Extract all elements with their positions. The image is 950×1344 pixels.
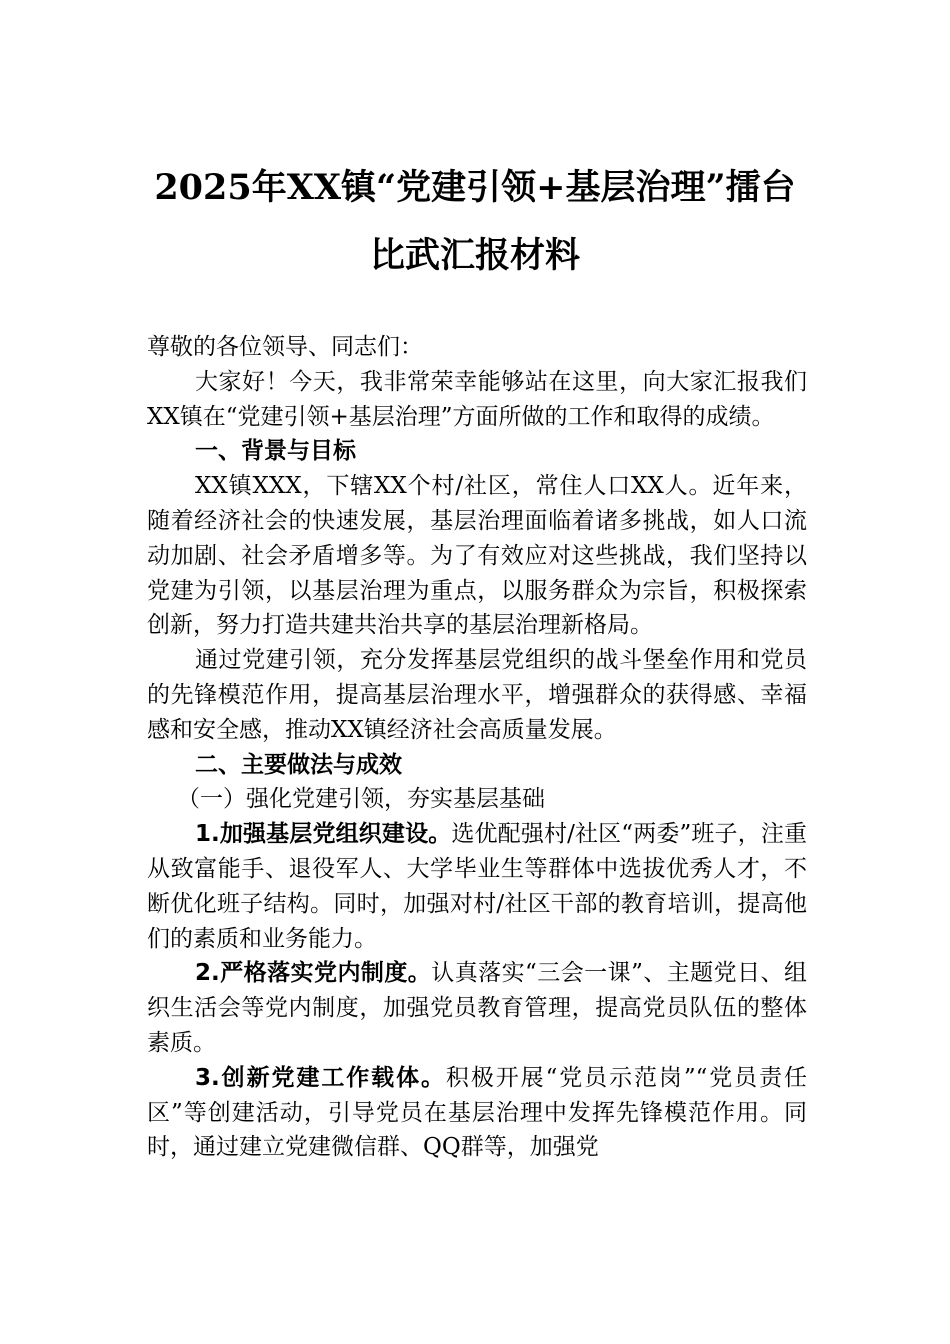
item1-paragraph: [147, 817, 807, 956]
document-title-line1: 2025年XX镇“党建引领+基层治理”擂台: [154, 167, 796, 208]
document-title-line2: 比武汇报材料: [369, 235, 580, 276]
item1-text: 选优配强村/社区“两委”班子，注重从致富能手、退役军人、大学毕业生等群体中选拔优秀人才，不断优化班子结构。同时，加强对村/社区干部的教育培训，提高他们的素质和业务能力。: [147, 821, 808, 952]
subsection1-heading: （一）强化党建引领，夯实基层基础: [177, 786, 545, 813]
section2-heading: 二、主要做法与成效: [195, 751, 402, 778]
item3-paragraph: [147, 1061, 807, 1165]
section1-paragraph-1: XX镇XXX，下辖XX个村/社区，常住人口XX人。近年来，随着经济社会的快速发展，基层治理面临着诸多挑战，如人口流动加剧、社会矛盾增多等。为了有效应对这些挑战，我们坚持以党建为引领，以基层治理为重点，以服务群众为宗旨，积极探索创新，努力打造共建共治共享的基层治理新格局。: [147, 473, 807, 639]
section1-paragraph-2: 通过党建引领，充分发挥基层党组织的战斗堡垒作用和党员的先锋模范作用，提高基层治理水平，增强群众的获得感、幸福感和安全感，推动XX镇经济社会高质量发展。: [147, 647, 807, 743]
section1-heading: 一、背景与目标: [195, 438, 356, 465]
item3-lead: 3.创新党建工作载体。: [195, 1064, 446, 1091]
intro-paragraph: 大家好！今天，我非常荣幸能够站在这里，向大家汇报我们XX镇在“党建引领+基层治理”方面所做的工作和取得的成绩。: [147, 368, 807, 430]
document-body: [147, 330, 807, 1165]
item2-paragraph: [147, 956, 807, 1060]
salutation: 尊敬的各位领导、同志们：: [147, 334, 423, 360]
item3-text: 积极开展“党员示范岗”“党员责任区”等创建活动，引导党员在基层治理中发挥先锋模范作用。同时，通过建立党建微信群、QQ群等，加强党: [147, 1064, 807, 1161]
item1-lead: 1.加强基层党组织建设。: [195, 821, 452, 848]
item2-text: 认真落实“三会一课”、主题党日、组织生活会等党内制度，加强党员教育管理，提高党员队伍的整体素质。: [147, 960, 807, 1056]
item2-lead: 2.严格落实党内制度。: [195, 960, 432, 987]
